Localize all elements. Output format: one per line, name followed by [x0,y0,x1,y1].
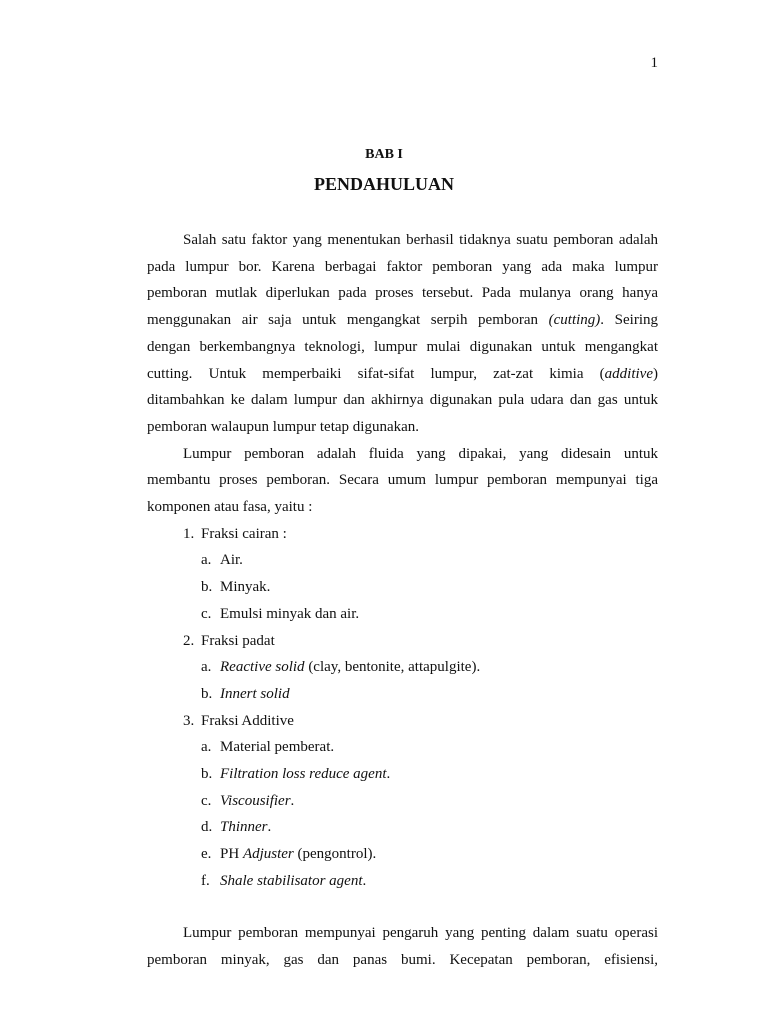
list-item-2a: a. Reactive solid (clay, bentonite, attapulgite). [201,659,481,676]
p1-line-8: pemboran walaupun lumpur tetap digunakan. [147,418,420,435]
list-item-3c: c. Viscousifier. [201,792,295,809]
list-item-1a: a. Air. [201,552,243,569]
paragraph-3 [147,920,658,973]
list-item-1c: c. Emulsi minyak dan air. [201,605,360,622]
list-item-2: 2. Fraksi padat [183,632,275,649]
p1-line-5: dengan berkembangnya teknologi, lumpur mulai digunakan untuk mengangkat [147,338,658,355]
list-item-3e: e. PH Adjuster (pengontrol). [201,846,377,863]
p2-line-1: Lumpur pemboran adalah fluida yang dipakai, yang didesain untuk [183,445,658,462]
list-item-1b: b. Minyak. [201,579,271,596]
list-item-3: 3. Fraksi Additive [183,712,294,729]
list-item-1: 1. Fraksi cairan : [183,525,287,542]
list-item-3f: f. Shale stabilisator agent. [201,872,367,889]
list-item-3d: d. Thinner. [201,819,272,836]
p1-line-4: menggunakan air saja untuk mengangkat serpih pemboran (cutting). Seiring [147,312,658,329]
component-list [147,521,658,895]
p2-line-3: komponen atau fasa, yaitu : [147,499,313,516]
p1-line-1: Salah satu faktor yang menentukan berhasil tidaknya suatu pemboran adalah [183,232,658,248]
p3-line-2: pemboran minyak, gas dan panas bumi. Kecepatan pemboran, efisiensi, [147,951,658,968]
page-number: 1 [650,55,658,71]
chapter-title: PENDAHULUAN [313,174,454,194]
p2-line-2: membantu proses pemboran. Secara umum lumpur pemboran mempunyai tiga [147,472,658,489]
p1-line-2: pada lumpur bor. Karena berbagai faktor pemboran yang ada maka lumpur [147,258,658,275]
p1-line-6: cutting. Untuk memperbaiki sifat-sifat lumpur, zat-zat kimia (additive) [147,365,658,382]
list-item-2b: b. Innert solid [201,685,290,702]
p3-line-1: Lumpur pemboran mempunyai pengaruh yang penting dalam suatu operasi [183,925,658,941]
term-additive: additive [604,365,653,382]
p1-line-7: ditambahkan ke dalam lumpur dan akhirnya digunakan pula udara dan gas untuk [147,392,658,409]
p1-line-3: pemboran mutlak diperlukan pada proses tersebut. Pada mulanya orang hanya [147,285,658,302]
chapter-heading: BAB I [365,147,403,162]
paragraph-1 [147,227,658,895]
list-item-3b: b. Filtration loss reduce agent. [201,766,391,783]
term-cutting: (cutting) [548,312,601,329]
list-item-3a: a. Material pemberat. [201,739,335,756]
